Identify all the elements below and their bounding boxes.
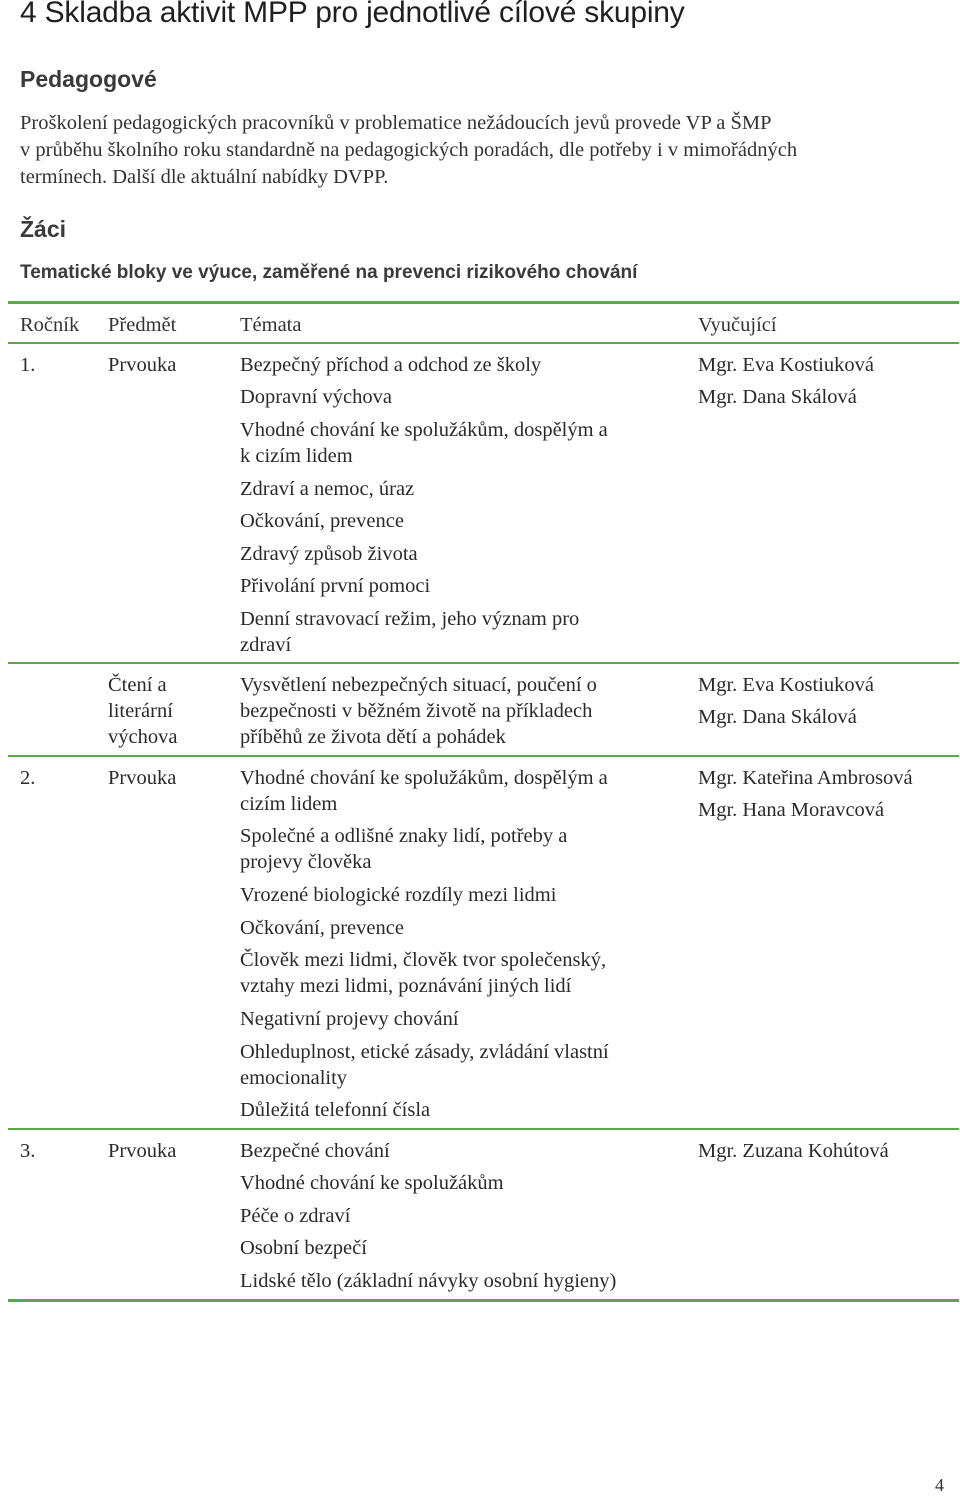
topic-line: Člověk mezi lidmi, člověk tvor společenský, <box>240 949 607 971</box>
paragraph-line: v průběhu školního roku standardně na pedagogických poradách, dle potřeby i v mimořádných <box>20 139 798 161</box>
topic-line: Vysvětlení nebezpečných situací, poučení o <box>240 674 597 696</box>
section-title-teachers: Pedagogové <box>20 66 157 92</box>
topic-line: bezpečnosti v běžném životě na příkladech <box>240 700 593 722</box>
topic-line: Bezpečný příchod a odchod ze školy <box>240 354 542 376</box>
teacher-name: Mgr. Zuzana Kohútová <box>698 1140 889 1162</box>
topic-line: Denní stravovací režim, jeho význam pro <box>240 608 580 630</box>
teacher-name: Mgr. Eva Kostiuková <box>698 354 874 376</box>
header-subject: Předmět <box>108 314 177 336</box>
row-subject: výchova <box>108 726 178 748</box>
topic-line: k cizím lidem <box>240 445 353 467</box>
paragraph-line: termínech. Další dle aktuální nabídky DVPP. <box>20 166 389 188</box>
row-subject: literární <box>108 700 173 722</box>
topic-line: Přivolání první pomoci <box>240 575 431 597</box>
topic-line: Vrozené biologické rozdíly mezi lidmi <box>240 884 557 906</box>
topic-line: vztahy mezi lidmi, poznávání jiných lidí <box>240 975 572 997</box>
topic-line: Očkování, prevence <box>240 917 404 939</box>
teacher-name: Mgr. Hana Moravcová <box>698 799 885 821</box>
row-grade: 2. <box>20 767 36 789</box>
topic-line: Vhodné chování ke spolužákům <box>240 1172 504 1194</box>
teacher-name: Mgr. Dana Skálová <box>698 706 857 728</box>
teachers-paragraph <box>20 110 950 191</box>
row-subject: Prvouka <box>108 1140 177 1162</box>
teacher-name: Mgr. Dana Skálová <box>698 386 857 408</box>
row-subject: Prvouka <box>108 767 177 789</box>
topic-line: projevy člověka <box>240 851 372 873</box>
topic-line: Péče o zdraví <box>240 1205 351 1227</box>
row-subject: Čtení a <box>108 674 167 696</box>
pupils-subtitle: Tematické bloky ve výuce, zaměřené na prevenci rizikového chování <box>20 262 638 283</box>
topic-line: Dopravní výchova <box>240 386 392 408</box>
topic-line: Vhodné chování ke spolužákům, dospělým a <box>240 767 608 789</box>
header-teacher: Vyučující <box>698 314 777 336</box>
topic-line: Společné a odlišné znaky lidí, potřeby a <box>240 825 568 847</box>
topic-line: příběhů ze života dětí a pohádek <box>240 726 506 748</box>
row-divider <box>8 1128 959 1130</box>
topic-line: Očkování, prevence <box>240 510 404 532</box>
topic-line: Negativní projevy chování <box>240 1008 459 1030</box>
topic-line: cizím lidem <box>240 793 338 815</box>
page-number: 4 <box>935 1475 944 1495</box>
topic-line: Lidské tělo (základní návyky osobní hygieny) <box>240 1270 617 1292</box>
topic-line: Osobní bezpečí <box>240 1237 367 1259</box>
table-header-rule <box>8 342 959 344</box>
topic-line: Vhodné chování ke spolužákům, dospělým a <box>240 419 608 441</box>
chapter-heading: 4 Skladba aktivit MPP pro jednotlivé cílové skupiny <box>20 0 685 29</box>
topic-line: Ohleduplnost, etické zásady, zvládání vlastní <box>240 1041 609 1063</box>
paragraph-line: Proškolení pedagogických pracovníků v problematice nežádoucích jevů provede VP a ŠMP <box>20 112 772 134</box>
topic-line: emocionality <box>240 1067 348 1089</box>
header-grade: Ročník <box>20 314 80 336</box>
topic-line: Důležitá telefonní čísla <box>240 1099 431 1121</box>
row-grade: 3. <box>20 1140 36 1162</box>
row-grade: 1. <box>20 354 36 376</box>
table-bottom-rule <box>8 1299 959 1302</box>
section-title-pupils: Žáci <box>20 216 67 242</box>
teacher-name: Mgr. Kateřina Ambrosová <box>698 767 913 789</box>
teacher-name: Mgr. Eva Kostiuková <box>698 674 874 696</box>
topic-line: zdraví <box>240 634 292 656</box>
row-divider <box>8 662 959 664</box>
row-divider <box>8 755 959 757</box>
header-topics: Témata <box>240 314 302 336</box>
row-subject: Prvouka <box>108 354 177 376</box>
table-top-rule <box>8 301 959 304</box>
topic-line: Zdravý způsob života <box>240 543 418 565</box>
topic-line: Bezpečné chování <box>240 1140 390 1162</box>
topic-line: Zdraví a nemoc, úraz <box>240 478 415 500</box>
